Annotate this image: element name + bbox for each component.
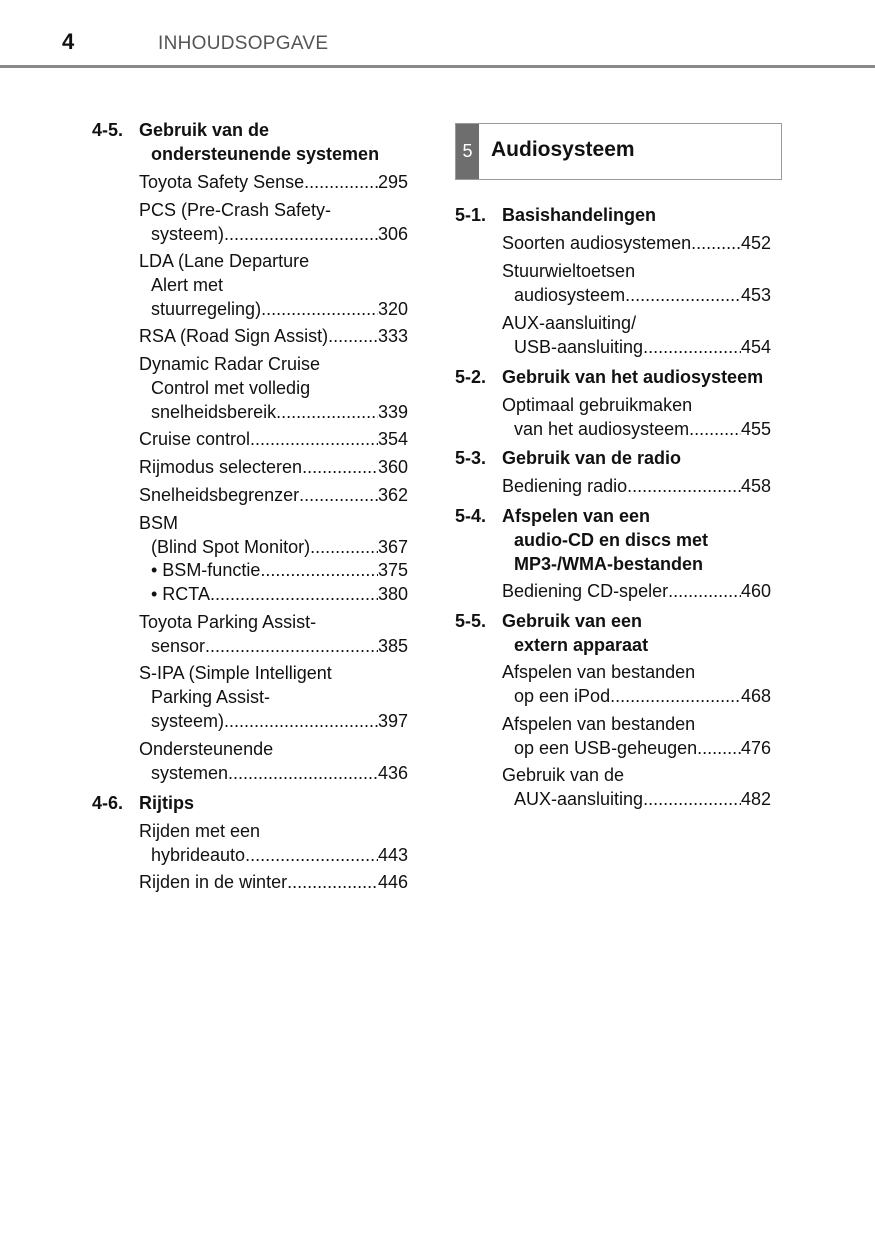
section-number: 5-2.: [455, 367, 487, 387]
toc-entry[interactable]: Gebruik van de AUX-aansluiting ..... 482: [502, 763, 771, 811]
page-ref: 455: [740, 419, 771, 439]
toc-entry[interactable]: Snelheidsbegrenzer ..... 362: [139, 483, 408, 507]
section-number: 5-3.: [455, 448, 487, 468]
section-number: 4-5.: [92, 120, 124, 140]
toc-entry[interactable]: Soorten audiosystemen ..... 452: [502, 231, 771, 255]
toc-entry[interactable]: S-IPA (Simple Intelligent Parking Assist- systeem) ..... 397: [139, 661, 408, 733]
section-title: Gebruik van het audiosysteem: [502, 367, 764, 387]
section-title: Gebruik van de radio: [502, 448, 682, 468]
section-title: Gebruik van een extern apparaat: [502, 611, 649, 655]
toc-entry[interactable]: Bediening radio ..... 458: [502, 474, 771, 498]
page-ref: 446: [377, 872, 408, 892]
page-ref: 385: [377, 636, 408, 656]
header-divider: [0, 65, 875, 68]
chapter-title: Audiosysteem: [491, 138, 635, 161]
page-ref: 476: [740, 738, 771, 758]
toc-entry[interactable]: Rijden in de winter ..... 446: [139, 870, 408, 894]
section-title: Afspelen van een audio-CD en discs met MP3-/WMA-bestanden: [502, 506, 709, 574]
toc-entry[interactable]: • RCTA ..... 380: [139, 582, 408, 606]
page-ref: 375: [377, 560, 408, 580]
page-number: 4: [62, 29, 75, 54]
section-number: 5-5.: [455, 611, 487, 631]
toc-entry[interactable]: PCS (Pre-Crash Safety- systeem) ..... 306: [139, 198, 408, 246]
page-ref: 295: [377, 172, 408, 192]
toc-entry[interactable]: Optimaal gebruikmaken van het audiosysteem ..... 455: [502, 393, 771, 441]
page-ref: 354: [377, 429, 408, 449]
header-title: INHOUDSOPGAVE: [158, 33, 329, 54]
section-title: Basishandelingen: [502, 205, 657, 225]
toc-entry[interactable]: Ondersteunende systemen ..... 436: [139, 737, 408, 785]
page-ref: 333: [377, 326, 408, 346]
page-ref: 458: [740, 476, 771, 496]
section-title: Rijtips: [139, 793, 195, 813]
toc-entry[interactable]: Rijmodus selecteren ..... 360: [139, 455, 408, 479]
toc-entry[interactable]: Rijden met een hybrideauto ..... 443: [139, 819, 408, 867]
page-ref: 468: [740, 686, 771, 706]
page-ref: 306: [377, 224, 408, 244]
toc-entry[interactable]: Cruise control ..... 354: [139, 427, 408, 451]
page-ref: 320: [377, 299, 408, 319]
toc-entry[interactable]: Toyota Parking Assist- sensor ..... 385: [139, 610, 408, 658]
page-header: [0, 0, 875, 67]
page-ref: 339: [377, 402, 408, 422]
chapter-header-box[interactable]: [455, 123, 782, 180]
page-ref: 360: [377, 457, 408, 477]
toc-entry[interactable]: • BSM-functie ..... 375: [139, 558, 408, 582]
page-ref: 452: [740, 233, 771, 253]
toc-entry[interactable]: Afspelen van bestanden op een iPod ..... 468: [502, 660, 771, 708]
page-ref: 454: [740, 337, 771, 357]
page-ref: 397: [377, 711, 408, 731]
section-number: 4-6.: [92, 793, 124, 813]
page-ref: 380: [377, 584, 408, 604]
page-ref: 443: [377, 845, 408, 865]
toc-entry[interactable]: Afspelen van bestanden op een USB-geheugen ..... 476: [502, 712, 771, 760]
section-number: 5-4.: [455, 506, 487, 526]
toc-entry[interactable]: Dynamic Radar Cruise Control met volledig snelheidsbereik ..... 339: [139, 352, 408, 424]
toc-entry[interactable]: AUX-aansluiting/ USB-aansluiting ..... 454: [502, 311, 771, 359]
page-ref: 362: [377, 485, 408, 505]
page-ref: 436: [377, 763, 408, 783]
page-ref: 453: [740, 285, 771, 305]
toc-entry[interactable]: BSM (Blind Spot Monitor) ..... 367: [139, 511, 408, 559]
page-ref: 482: [740, 789, 771, 809]
toc-entry[interactable]: LDA (Lane Departure Alert met stuurregeling) ..... 320: [139, 249, 408, 321]
section-number: 5-1.: [455, 205, 487, 225]
toc-entry[interactable]: RSA (Road Sign Assist) ..... 333: [139, 324, 408, 348]
toc-entry[interactable]: Stuurwieltoetsen audiosysteem ..... 453: [502, 259, 771, 307]
toc-entry[interactable]: Toyota Safety Sense ..... 295: [139, 170, 408, 194]
section-title: Gebruik van de ondersteunende systemen: [139, 120, 380, 164]
chapter-number-tab: 5: [456, 124, 479, 179]
page-ref: 367: [377, 537, 408, 557]
page-ref: 460: [740, 581, 771, 601]
toc-entry[interactable]: Bediening CD-speler ..... 460: [502, 579, 771, 603]
